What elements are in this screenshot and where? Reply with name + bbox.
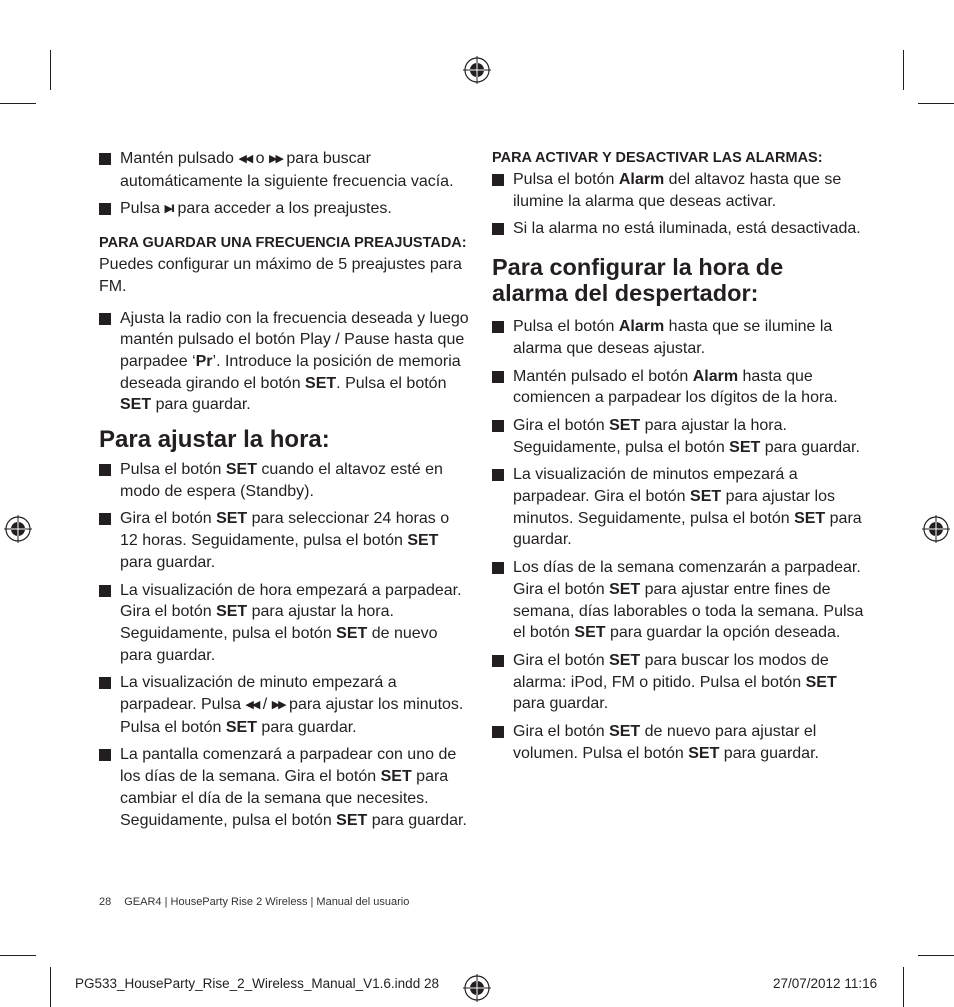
list-item: La pantalla comenzará a parpadear con uno de los días de la semana. Gira el botón SET para cambiar el día de la semana que necesites. Seguidamente, pulsa el botón SET para guardar. <box>99 744 471 831</box>
footer-text: GEAR4 | HouseParty Rise 2 Wireless | Manual del usuario <box>124 896 410 908</box>
list-item: La visualización de minutos empezará a parpadear. Gira el botón SET para ajustar los minutos. Seguidamente, pulsa el botón SET para guardar. <box>492 464 864 551</box>
list-item: Mantén pulsado el botón Alarm hasta que comiencen a parpadear los dígitos de la hora. <box>492 366 864 409</box>
crop-mark <box>50 50 51 90</box>
crop-mark <box>903 50 904 90</box>
right-column <box>492 148 864 770</box>
bullet-square-icon <box>99 313 111 325</box>
list-item: Pulsa ▶II para acceder a los preajustes. <box>99 198 471 221</box>
crop-mark <box>918 103 954 104</box>
list-item: Pulsa el botón Alarm hasta que se ilumine la alarma que deseas ajustar. <box>492 316 864 359</box>
rewind-icon: ◀◀ <box>238 153 252 165</box>
crop-mark <box>903 967 904 1007</box>
crop-mark <box>0 103 36 104</box>
bullet-square-icon <box>492 420 504 432</box>
page-number: 28 <box>99 896 112 908</box>
page-footer <box>99 896 409 908</box>
registration-mark-icon <box>4 515 32 543</box>
section-heading: Para ajustar la hora: <box>99 426 330 454</box>
list-item: Los días de la semana comenzarán a parpadear. Gira el botón SET para ajustar entre fines de semana, días laborables o toda la semana. Pulsa el botón SET para guardar la opción deseada. <box>492 557 864 644</box>
list-item: Pulsa el botón SET cuando el altavoz esté en modo de espera (Standby). <box>99 459 471 502</box>
list-item: Gira el botón SET para ajustar la hora. Seguidamente, pulsa el botón SET para guardar. <box>492 415 864 458</box>
paragraph: Puedes configurar un máximo de 5 preajustes para FM. <box>99 256 462 295</box>
bullet-square-icon <box>492 371 504 383</box>
slug-date: 27/07/2012 11:16 <box>773 976 878 991</box>
list-item: La visualización de hora empezará a parpadear. Gira el botón SET para ajustar la hora. Seguidamente, pulsa el botón SET de nuevo para guardar. <box>99 580 471 667</box>
list-item: Mantén pulsado ◀◀ o ▶▶ para buscar automáticamente la siguiente frecuencia vacía. <box>99 148 471 192</box>
list-item: Si la alarma no está iluminada, está desactivada. <box>492 218 864 240</box>
list-item: Ajusta la radio con la frecuencia deseada y luego mantén pulsado el botón Play / Pause hasta que parpadee ‘Pr’. Introduce la posición de memoria deseada girando el botón SET. Pulsa el botón SET para guardar. <box>99 308 471 417</box>
bullet-square-icon <box>492 174 504 186</box>
slug-filename: PG533_HouseParty_Rise_2_Wireless_Manual_V1.6.indd 28 <box>75 976 439 991</box>
section-heading: Para configurar la hora de alarma del despertador: <box>492 254 784 307</box>
crop-mark <box>50 967 51 1007</box>
list-item: La visualización de minuto empezará a parpadear. Pulsa ◀◀ / ▶▶ para ajustar los minutos. Pulsa el botón SET para guardar. <box>99 672 471 738</box>
section-subheading: PARA ACTIVAR Y DESACTIVAR LAS ALARMAS: <box>492 150 823 166</box>
registration-mark-icon <box>463 56 491 84</box>
bullet-square-icon <box>99 203 111 215</box>
bullet-square-icon <box>492 469 504 481</box>
registration-mark-icon <box>463 974 491 1002</box>
list-item: Pulsa el botón Alarm del altavoz hasta que se ilumine la alarma que deseas activar. <box>492 169 864 212</box>
crop-mark <box>918 955 954 956</box>
bullet-square-icon <box>492 223 504 235</box>
fast-forward-icon: ▶▶ <box>269 153 282 165</box>
bullet-square-icon <box>492 726 504 738</box>
fast-forward-icon: ▶▶ <box>271 699 285 712</box>
list-item: Gira el botón SET para seleccionar 24 horas o 12 horas. Seguidamente, pulsa el botón SET para guardar. <box>99 508 471 573</box>
play-pause-icon: ▶II <box>164 203 174 216</box>
bullet-square-icon <box>99 153 111 165</box>
bullet-square-icon <box>99 585 111 597</box>
bullet-square-icon <box>492 562 504 574</box>
bullet-square-icon <box>99 749 111 761</box>
crop-mark <box>0 955 36 956</box>
list-item: Gira el botón SET de nuevo para ajustar el volumen. Pulsa el botón SET para guardar. <box>492 721 864 764</box>
section-subheading: PARA GUARDAR UNA FRECUENCIA PREAJUSTADA: <box>99 235 467 252</box>
bullet-square-icon <box>99 513 111 525</box>
bullet-square-icon <box>492 655 504 667</box>
registration-mark-icon <box>922 515 950 543</box>
rewind-icon: ◀◀ <box>245 699 259 712</box>
bullet-square-icon <box>492 321 504 333</box>
bullet-square-icon <box>99 464 111 476</box>
bullet-square-icon <box>99 677 111 689</box>
list-item: Gira el botón SET para buscar los modos de alarma: iPod, FM o pitido. Pulsa el botón SET para guardar. <box>492 650 864 715</box>
left-column <box>99 148 471 837</box>
